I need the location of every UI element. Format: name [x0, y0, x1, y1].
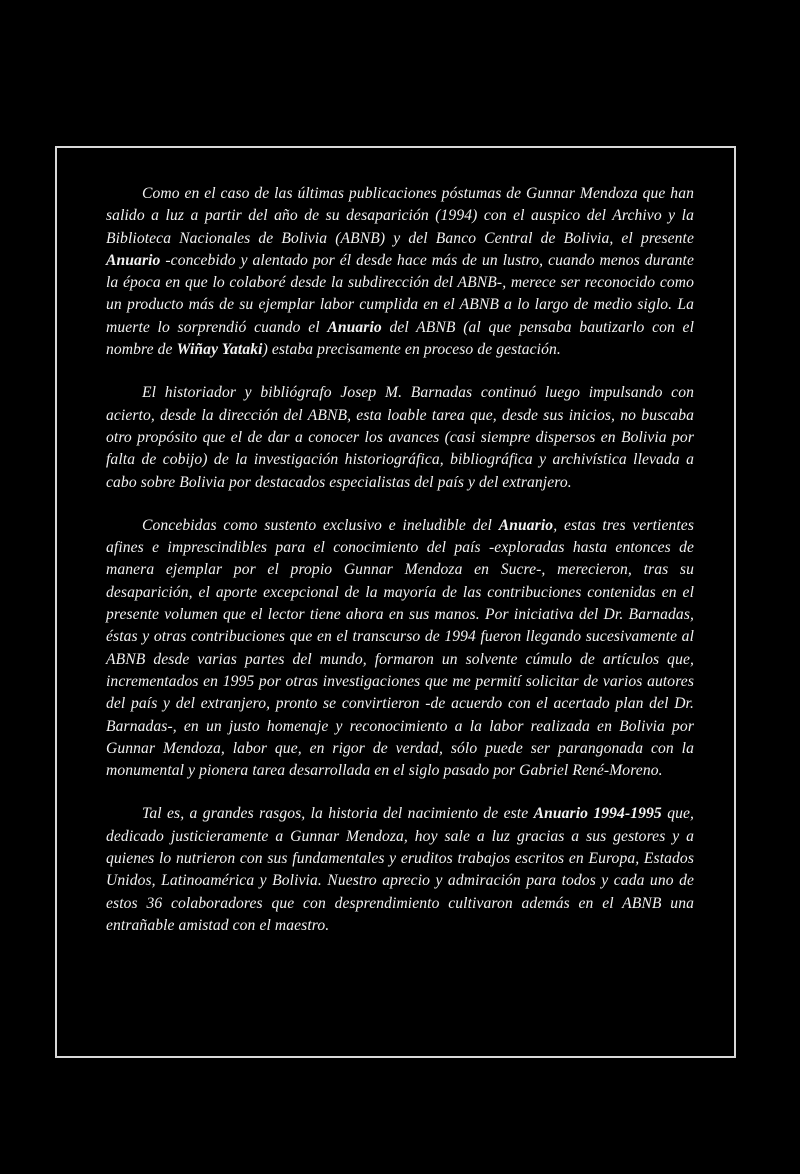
emphasis-text: Anuario — [498, 516, 554, 534]
paragraph-1 — [106, 183, 694, 361]
text-run: ) estaba precisamente en proceso de gestación. — [262, 341, 561, 359]
emphasis-text: Wiñay Yataki — [176, 341, 263, 359]
text-run: que, dedicado justicieramente a Gunnar Mendoza, hoy sale a luz gracias a sus gestores y a quienes lo nutrieron con sus fundamentales y eruditos trabajos escritos en Europa, Estados Unidos, Latinoamérica y Bolivia. Nuestro aprecio y admiración para todos y cada uno de estos 36 colaboradores que con desprendimiento cultivaron además en el ABNB una entrañable amistad con el maestro. — [106, 805, 695, 934]
text-run: El historiador y bibliógrafo Josep M. Barnadas continuó luego impulsando con acierto, desde la dirección del ABNB, esta loable tarea que, desde sus inicios, no buscaba otro propósito que el de dar a conocer los avances (casi siempre dispersos en Bolivia por falta de cobijo) de la investigación historiográfica, bibliográfica y archivística llevada a cabo sobre Bolivia por destacados especialistas del país y del extranjero. — [106, 384, 694, 491]
text-run: Como en el caso de las últimas publicaciones póstumas de Gunnar Mendoza que han salido a luz a partir del año de su desaparición (1994) con el auspico del Archivo y la Biblioteca Nacionales de Bolivia (ABNB) y del Banco Central de Bolivia, el presente — [106, 185, 694, 247]
text-run: Tal es, a grandes rasgos, la historia del nacimiento de este — [142, 805, 534, 823]
text-run: , estas tres vertientes afines e imprescindibles para el conocimiento del país -exploradas hasta entonces de manera ejemplar por el propio Gunnar Mendoza en Sucre-, merecieron, tras su desaparición, el aporte excepcional de la mayoría de las contribuciones contenidas en el presente volumen que el lector tiene ahora en sus manos. Por iniciativa del Dr. Barnadas, éstas y otras contribuciones que en el transcurso de 1994 fueron llegando sucesivamente al ABNB desde varias partes del mundo, formaron un solvente cúmulo de artículos que, incrementados en 1995 por otras investigaciones que me permití solicitar de varios autores del país y del extranjero, pronto se convirtieron -de acuerdo con el acertado plan del Dr. Barnadas-, en un justo homenaje y reconocimiento a la labor realizada en Bolivia por Gunnar Mendoza, labor que, en rigor de verdad, sólo puede ser parangonada con la monumental y pionera tarea desarrollada en el siglo pasado por Gabriel René-Moreno. — [106, 516, 694, 780]
text-run: -concebido y alentado por él desde hace más de un lustro, cuando menos durante la época en que lo colaboré desde la subdirección del ABNB-, merece ser reconocido como un producto más de su ejemplar labor cumplida en el ABNB a lo largo de medio siglo. La muerte lo sorprendió cuando el — [106, 251, 694, 336]
document-body — [106, 183, 694, 958]
paragraph-3 — [106, 515, 694, 783]
emphasis-text: Anuario — [327, 318, 382, 336]
emphasis-text: Anuario 1994-1995 — [533, 805, 662, 823]
text-run: del ABNB (al que pensaba bautizarlo con el nombre de — [106, 318, 694, 359]
emphasis-text: Anuario — [106, 251, 161, 269]
text-run: Concebidas como sustento exclusivo e ineludible del — [142, 516, 499, 534]
paragraph-2 — [106, 382, 694, 493]
paragraph-4 — [106, 803, 694, 937]
